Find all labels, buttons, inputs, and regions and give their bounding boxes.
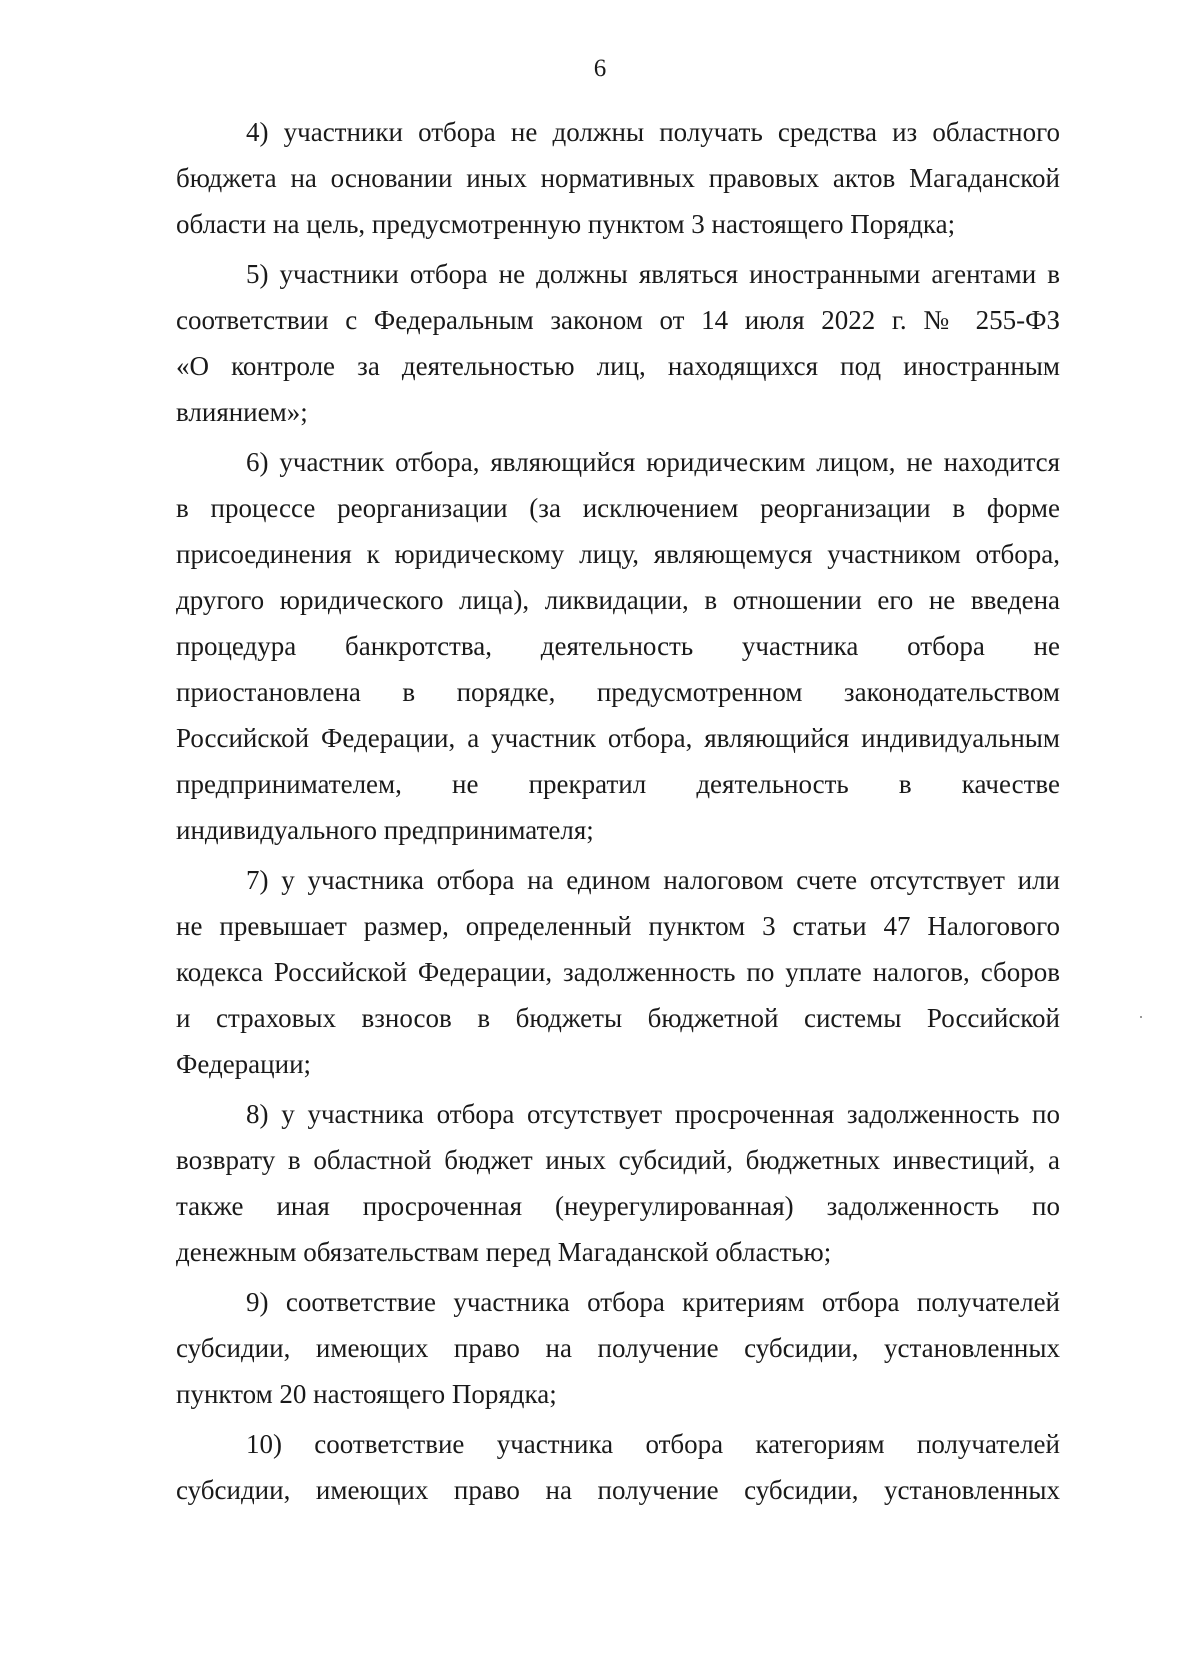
paragraph-item-4	[176, 109, 1060, 247]
text-line: не превышает размер, определенный пунктом 3 статьи 47 Налогового	[176, 911, 1060, 941]
text-line: индивидуального предпринимателя;	[176, 815, 594, 845]
text-line: кодекса Российской Федерации, задолженность по уплате налогов, сборов	[176, 957, 1060, 987]
paragraph-item-9	[176, 1279, 1060, 1417]
document-body	[176, 109, 1060, 1513]
text-line: 7) у участника отбора на едином налоговом счете отсутствует или	[246, 865, 1060, 895]
text-line: «О контроле за деятельностью лиц, находящихся под иностранным	[176, 351, 1060, 381]
text-line: в процессе реорганизации (за исключением реорганизации в форме	[176, 493, 1060, 523]
text-line: другого юридического лица), ликвидации, в отношении его не введена	[176, 585, 1060, 615]
text-line: денежным обязательствам перед Магаданской областью;	[176, 1237, 832, 1267]
text-line: присоединения к юридическому лицу, являющемуся участником отбора,	[176, 539, 1060, 569]
text-line: 6) участник отбора, являющийся юридическим лицом, не находится	[246, 447, 1060, 477]
text-line: соответствии с Федеральным законом от 14 июля 2022 г. № 255-ФЗ	[176, 305, 1060, 335]
text-line: возврату в областной бюджет иных субсидий, бюджетных инвестиций, а	[176, 1145, 1060, 1175]
page-number: 6	[593, 55, 607, 82]
text-line: субсидии, имеющих право на получение субсидии, установленных	[176, 1333, 1060, 1363]
text-line: пунктом 20 настоящего Порядка;	[176, 1379, 557, 1409]
scan-speck	[1140, 1016, 1142, 1018]
text-line: 8) у участника отбора отсутствует просроченная задолженность по	[246, 1099, 1060, 1129]
text-line: 4) участники отбора не должны получать средства из областного	[246, 117, 1060, 147]
text-line: бюджета на основании иных нормативных правовых актов Магаданской	[176, 163, 1060, 193]
paragraph-item-5	[176, 251, 1060, 435]
text-line: приостановлена в порядке, предусмотренном законодательством	[176, 677, 1060, 707]
text-line: области на цель, предусмотренную пунктом 3 настоящего Порядка;	[176, 209, 956, 239]
paragraph-item-6	[176, 439, 1060, 853]
text-line: Российской Федерации, а участник отбора, являющийся индивидуальным	[176, 723, 1060, 753]
text-line: влиянием»;	[176, 397, 308, 427]
text-line: и страховых взносов в бюджеты бюджетной системы Российской	[176, 1003, 1060, 1033]
text-line: 5) участники отбора не должны являться иностранными агентами в	[246, 259, 1060, 289]
text-line: предпринимателем, не прекратил деятельность в качестве	[176, 769, 1060, 799]
text-line: Федерации;	[176, 1049, 312, 1079]
text-line: 9) соответствие участника отбора критериям отбора получателей	[246, 1287, 1060, 1317]
paragraph-item-7	[176, 857, 1060, 1087]
text-line: процедура банкротства, деятельность участника отбора не	[176, 631, 1060, 661]
paragraph-item-8	[176, 1091, 1060, 1275]
paragraph-item-10	[176, 1421, 1060, 1513]
text-line: также иная просроченная (неурегулированная) задолженность по	[176, 1191, 1060, 1221]
text-line: субсидии, имеющих право на получение субсидии, установленных	[176, 1475, 1060, 1505]
text-line: 10) соответствие участника отбора категориям получателей	[246, 1429, 1060, 1459]
